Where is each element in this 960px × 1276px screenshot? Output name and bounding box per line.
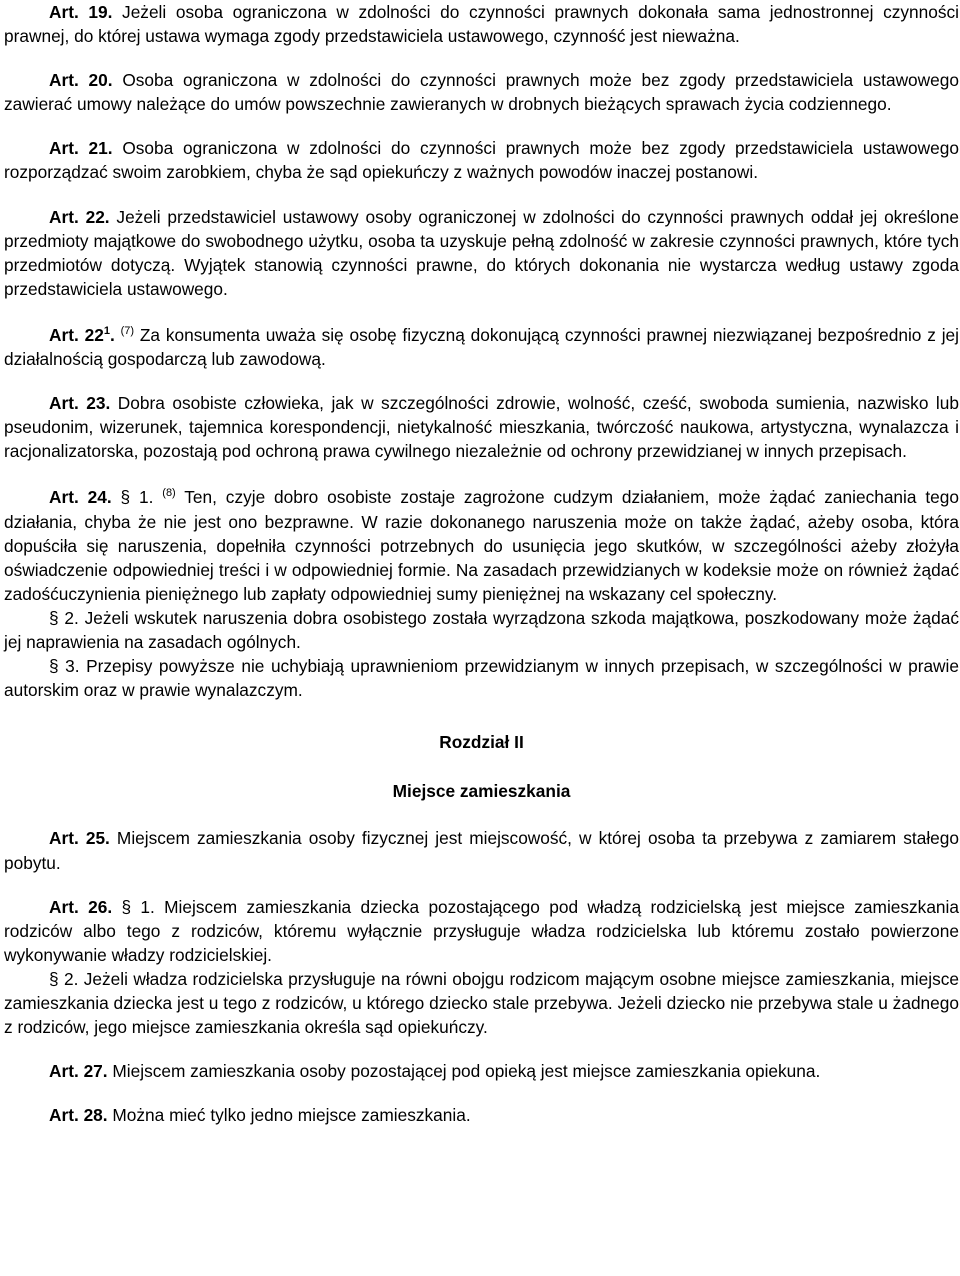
article-26-paragraph-2: § 2. Jeżeli władza rodzicielska przysługuje na równi obojgu rodzicom mającym osobne miejsce zamieszkania, miejsce zamieszkania dziecka jest u tego z rodziców, u którego dziecko stale przebywa. Jeżeli dziecko nie przebywa stale u żadnego z rodziców, jego miejsce zamieszkania określa sąd opiekuńczy. xyxy=(4,968,959,1038)
article-22-1 xyxy=(4,323,959,371)
article-label: Art. 20. xyxy=(49,70,113,91)
article-25 xyxy=(4,826,959,874)
article-text: Ten, czyje dobro osobiste zostaje zagrożone cudzym działaniem, może żądać zaniechania tego działania, chyba że nie jest ono bezprawne. W razie dokonanego naruszenia może on także żądać, ażeby osoba, która dopuściła się naruszenia, dopełniła czynności potrzebnych do usunięcia jego skutków, w szczególności ażeby złożyła oświadczenie odpowiedniej treści i w odpowiedniej formie. Na zasadach przewidzianych w kodeksie może on również żądać zadośćuczynienia pieniężnego lub zapłaty odpowiedniej sumy pieniężnej na wskazany cel społeczny. xyxy=(4,487,959,604)
article-26-paragraph-1 xyxy=(4,895,959,967)
article-text: Dobra osobiste człowieka, jak w szczególności zdrowie, wolność, cześć, swoboda sumienia, nazwisko lub pseudonim, wizerunek, tajemnica korespondencji, nietykalność mieszkania, twórczość naukowa, artystyczna, wynalazcza i racjonalizatorska, pozostają pod ochroną prawa cywilnego niezależnie od ochrony przewidzianej w innych przepisach. xyxy=(4,393,959,462)
article-label: Art. 27. xyxy=(49,1061,108,1082)
chapter-number: Rozdział II xyxy=(439,732,524,753)
article-21 xyxy=(4,136,959,184)
article-24-paragraph-3: § 3. Przepisy powyższe nie uchybiają uprawnieniom przewidzianym w innych przepisach, w szczególności w prawie autorskim oraz w prawie wynalazczym. xyxy=(4,656,959,701)
document-page xyxy=(4,0,959,1127)
article-19 xyxy=(4,0,959,48)
article-23 xyxy=(4,391,959,463)
article-label: Art. 25. xyxy=(49,828,110,849)
article-text: Osoba ograniczona w zdolności do czynności prawnych może bez zgody przedstawiciela ustawowego rozporządzać swoim zarobkiem, chyba że sąd opiekuńczy z ważnych powodów inaczej postanowi. xyxy=(4,138,959,183)
article-label: Art. 23. xyxy=(49,393,111,414)
footnote-marker: (7) xyxy=(120,324,135,337)
article-24-paragraph-1 xyxy=(4,485,959,605)
article-label: Art. 21. xyxy=(49,138,113,159)
article-text: Miejscem zamieszkania osoby fizycznej jest miejscowość, w której osoba ta przebywa z zamiarem stałego pobytu. xyxy=(4,828,959,873)
article-text: Osoba ograniczona w zdolności do czynności prawnych może bez zgody przedstawiciela ustawowego zawierać umowy należące do umów powszechnie zawieranych w drobnych bieżących sprawach życia codziennego. xyxy=(4,70,959,115)
article-27 xyxy=(4,1059,959,1083)
article-28 xyxy=(4,1103,959,1127)
article-text: Jeżeli przedstawiciel ustawowy osoby ograniczonej w zdolności do czynności prawnych oddał jej określone przedmioty majątkowe do swobodnego użytku, osoba ta uzyskuje pełną zdolność w zakresie czynności prawnych, które tych przedmiotów dotyczą. Wyjątek stanowią czynności prawne, do których dokonania nie wystarcza według ustawy zgoda przedstawiciela ustawowego. xyxy=(4,206,959,299)
article-label: Art. 22 xyxy=(49,324,104,345)
article-label: Art. 19. xyxy=(49,2,113,22)
article-20 xyxy=(4,68,959,116)
article-label: Art. 24. xyxy=(49,487,112,508)
article-label: Art. 22. xyxy=(49,206,110,227)
article-22 xyxy=(4,205,959,301)
article-text: Miejscem zamieszkania osoby pozostającej pod opieką jest miejsce zamieszkania opiekuna. xyxy=(107,1061,821,1082)
article-text: Można mieć tylko jedno miejsce zamieszkania. xyxy=(107,1105,471,1126)
article-label-dot: . xyxy=(109,324,115,345)
article-24-paragraph-2: § 2. Jeżeli wskutek naruszenia dobra osobistego została wyrządzona szkoda majątkowa, poszkodowany może żądać jej naprawienia na zasadach ogólnych. xyxy=(4,607,959,652)
article-text: § 1. Miejscem zamieszkania dziecka pozostającego pod władzą rodzicielską jest miejsce zamieszkania rodziców albo tego z rodziców, któremu wyłącznie przysługuje władza rodzicielska lub któremu zostało powierzone wykonywanie władzy rodzicielskiej. xyxy=(4,896,959,965)
article-label: Art. 26. xyxy=(49,896,113,917)
article-text: Za konsumenta uważa się osobę fizyczną dokonującą czynności prawnej niezwiązanej bezpośrednio z jej działalnością gospodarczą lub zawodową. xyxy=(4,324,959,370)
chapter-title: Miejsce zamieszkania xyxy=(392,781,571,802)
article-superscript: 1 xyxy=(103,324,110,337)
paragraph-prefix: § 1. xyxy=(111,487,154,508)
article-label: Art. 28. xyxy=(49,1105,108,1126)
footnote-marker: (8) xyxy=(162,487,176,500)
article-text: Jeżeli osoba ograniczona w zdolności do czynności prawnych dokonała sama jednostronnej czynności prawnej, do której ustawa wymaga zgody przedstawiciela ustawowego, czynność jest nieważna. xyxy=(4,2,959,47)
